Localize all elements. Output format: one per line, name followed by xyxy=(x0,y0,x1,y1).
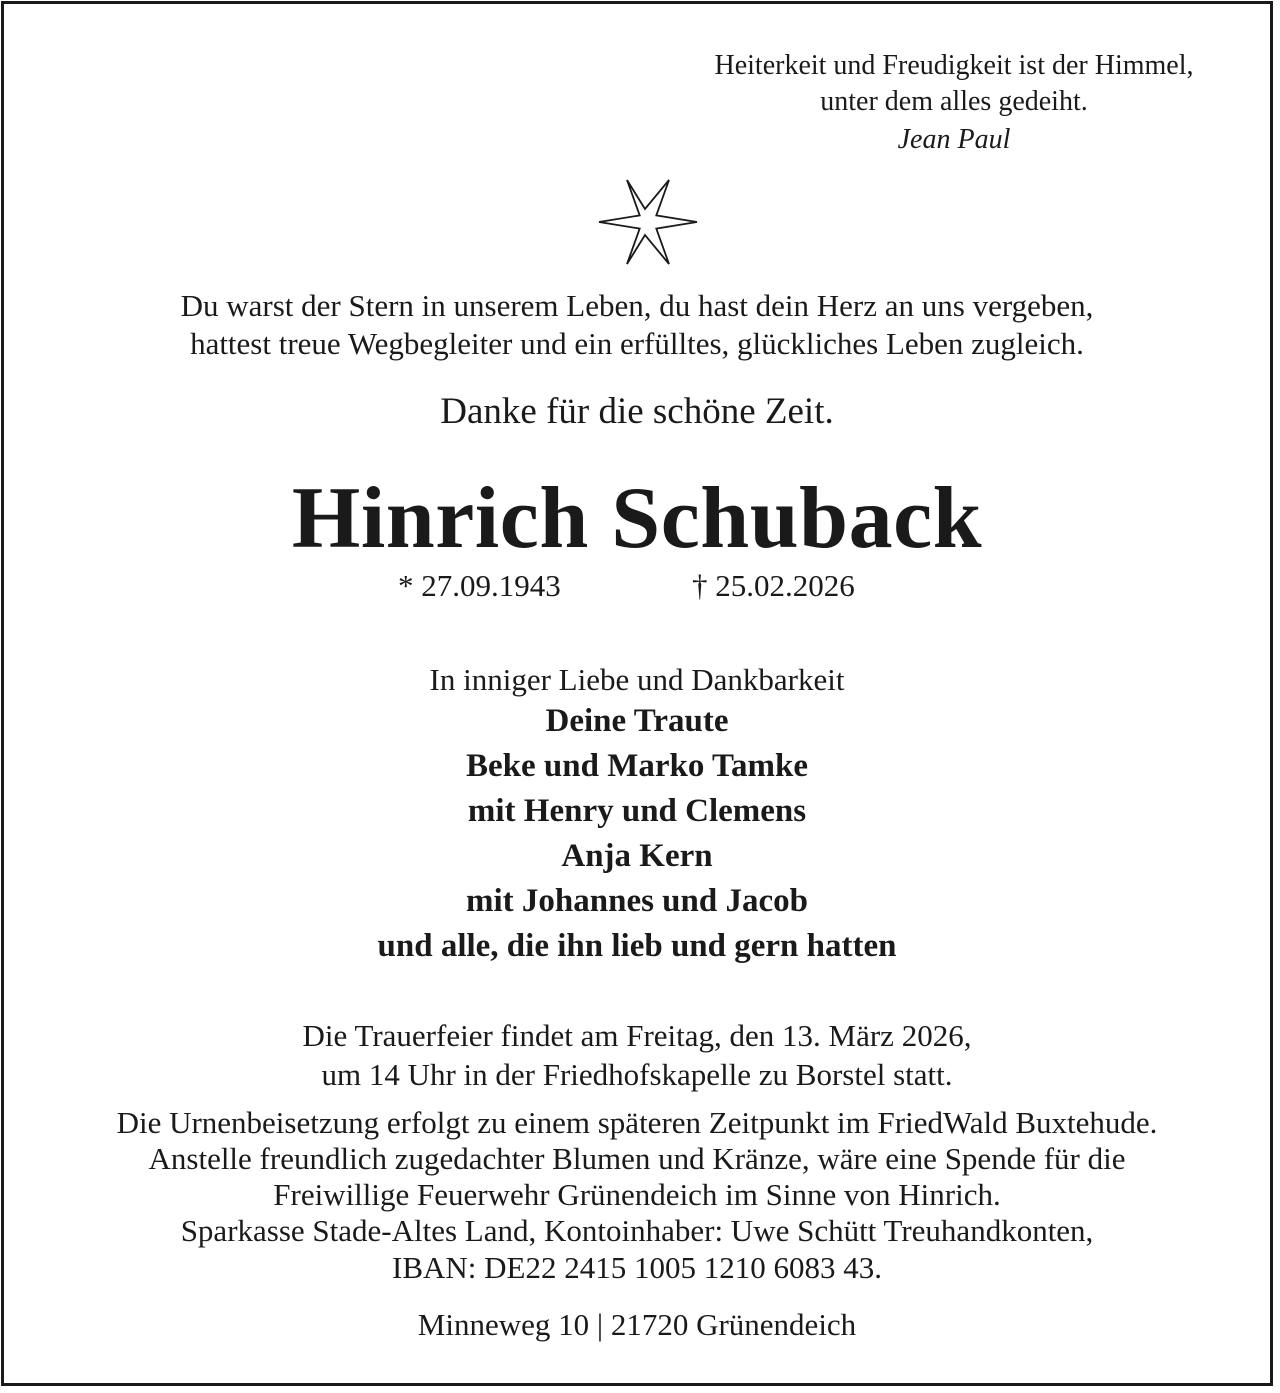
motto-line: unter dem alles gedeiht. xyxy=(820,86,1088,117)
mourner-line: Deine Traute xyxy=(545,703,729,739)
intro-line: hattest treue Wegbegleiter und ein erfülltes, glückliches Leben zugleich. xyxy=(190,326,1084,361)
birth-date: * 27.09.1943 xyxy=(398,568,561,603)
burial-line: Freiwillige Feuerwehr Grünendeich im Sinne von Hinrich. xyxy=(273,1177,1001,1212)
service-line: Die Trauerfeier findet am Freitag, den 13. März 2026, xyxy=(302,1018,972,1053)
motto xyxy=(644,48,1264,158)
mourner-line: und alle, die ihn lieb und gern hatten xyxy=(377,928,897,964)
mourner-line: Beke und Marko Tamke xyxy=(466,748,808,784)
mourner-line: mit Henry und Clemens xyxy=(467,793,807,829)
service-line: um 14 Uhr in der Friedhofskapelle zu Borstel statt. xyxy=(321,1057,953,1092)
burial-line: Die Urnenbeisetzung erfolgt zu einem späteren Zeitpunkt im FriedWald Buxtehude. xyxy=(116,1105,1158,1140)
burial-line: Sparkasse Stade-Altes Land, Kontoinhaber: Uwe Schütt Treuhandkonten, xyxy=(180,1213,1094,1248)
mourner-line: mit Johannes und Jacob xyxy=(465,883,808,919)
deceased-name: Hinrich Schuback xyxy=(291,470,983,567)
address-line: Minneweg 10 | 21720 Grünendeich xyxy=(417,1307,857,1342)
intro-line: Du warst der Stern in unserem Leben, du hast dein Herz an uns vergeben, xyxy=(180,288,1094,323)
thanks-line: Danke für die schöne Zeit. xyxy=(440,391,834,432)
mourner-line: Anja Kern xyxy=(561,838,713,874)
iban-line: IBAN: DE22 2415 1005 1210 6083 43. xyxy=(392,1250,882,1285)
burial-line: Anstelle freundlich zugedachter Blumen und Kränze, wäre eine Spende für die xyxy=(148,1141,1126,1176)
dedication-line: In inniger Liebe und Dankbarkeit xyxy=(429,662,845,697)
motto-author: Jean Paul xyxy=(897,124,1011,155)
death-date: † 25.02.2026 xyxy=(692,568,855,603)
six-pointed-star-icon xyxy=(598,178,698,266)
obituary-notice xyxy=(1,1,1273,1386)
motto-line: Heiterkeit und Freudigkeit ist der Himmel, xyxy=(714,50,1194,81)
